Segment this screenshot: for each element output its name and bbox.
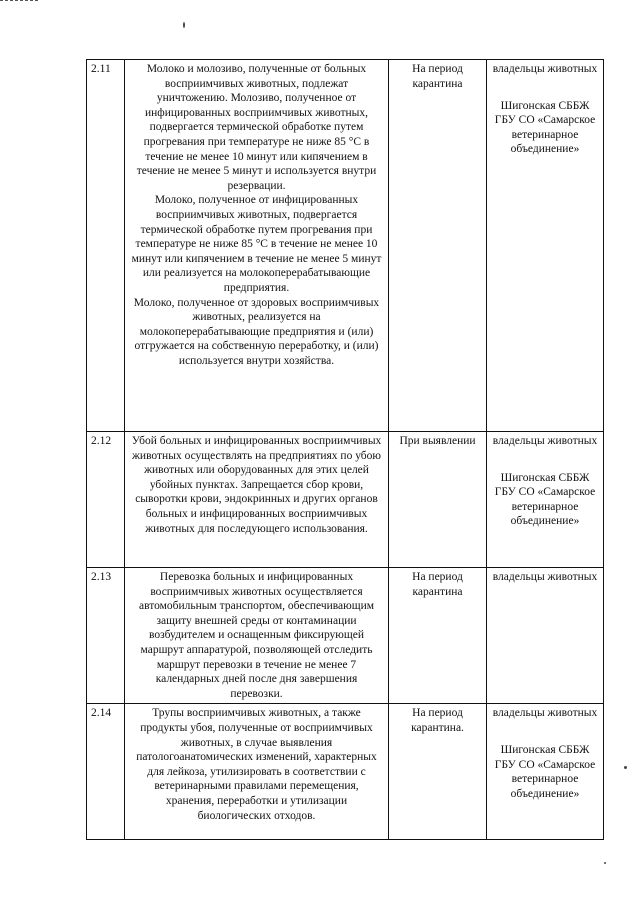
scan-speck <box>183 22 185 28</box>
period-cell: При выявлении <box>389 432 487 568</box>
scan-speck <box>604 862 606 864</box>
measure-description <box>125 568 389 704</box>
period-cell: На период карантина. <box>389 704 487 840</box>
period-cell: На период карантина <box>389 568 487 704</box>
row-number: 2.13 <box>87 568 125 704</box>
responsible-owner: владельцы животных <box>492 435 598 447</box>
measure-description <box>125 60 389 432</box>
table-row <box>87 60 604 432</box>
responsible-organization: Шигонская СББЖ ГБУ СО «Самарское ветеринарное объединение» <box>494 743 596 800</box>
period-cell: На период карантина <box>389 60 487 432</box>
measure-paragraph: Молоко, полученное от инфицированных восприимчивых животных, подвергается термической обработке путем прогревания при температуре не ниже 85 °С в течение не менее 10 минут или кипячением в течение не менее 5 минут или реализуется на молокоперерабатывающие предприятия. <box>131 194 382 294</box>
measure-paragraph: Молоко, полученное от здоровых восприимчивых животных, реализуется на молокоперерабатывающие предприятия и (или) отгружается на собственную переработку, и (или) используется внутри хозяйства. <box>133 296 380 367</box>
measure-paragraph: Перевозка больных и инфицированных восприимчивых животных осуществляется автомобильным транспортом, обеспечивающим защиту внешней среды от контаминации возбудителем и оснащенным фиксирующей маршрут аппаратурой, позволяющей отследить маршрут перевозки в течение не менее 7 календарных дней после дня завершения перевозки. <box>138 571 375 700</box>
responsible-cell <box>487 432 604 568</box>
row-number: 2.12 <box>87 432 125 568</box>
row-number: 2.14 <box>87 704 125 840</box>
table-row <box>87 432 604 568</box>
responsible-owner: владельцы животных <box>492 63 598 75</box>
measure-paragraph: Трупы восприимчивых животных, а также продукты убоя, полученные от восприимчивых животных, в случае выявления патологоанатомических изменений, характерных для лейкоза, утилизировать в соответствии с ветеринарными правилами перемещения, хранения, переработки и утилизации биологических отходов. <box>136 707 377 822</box>
responsible-cell <box>487 568 604 704</box>
measure-paragraph: Молоко и молозиво, полученные от больных восприимчивых животных, подлежат уничтожению. Молозиво, полученное от инфицированных восприимчивых животных, подвергается термической обработке путем прогревания при температуре не ниже 85 °С в течение не менее 10 минут или кипячением в течение не менее 5 минут и используется внутри резервации. <box>136 63 377 192</box>
measure-description <box>125 432 389 568</box>
responsible-owner: владельцы животных <box>492 571 598 583</box>
table-row <box>87 568 604 704</box>
responsible-cell <box>487 60 604 432</box>
responsible-cell <box>487 704 604 840</box>
responsible-owner: владельцы животных <box>492 707 598 720</box>
measure-paragraph: Убой больных и инфицированных восприимчивых животных осуществлять на предприятиях по убою животных или оборудованных для этих целей убойных пунктах. Запрещается сбор крови, сыворотки крови, эндокринных и других органов больных и инфицированных восприимчивых животных для последующего использования. <box>131 435 382 535</box>
measures-table <box>86 59 604 840</box>
measure-description <box>125 704 389 840</box>
row-number: 2.11 <box>87 60 125 432</box>
table-row <box>87 704 604 840</box>
scan-top-mark <box>0 0 38 6</box>
responsible-organization: Шигонская СББЖ ГБУ СО «Самарское ветеринарное объединение» <box>494 471 596 528</box>
scan-speck <box>624 766 627 769</box>
responsible-organization: Шигонская СББЖ ГБУ СО «Самарское ветеринарное объединение» <box>494 99 596 156</box>
